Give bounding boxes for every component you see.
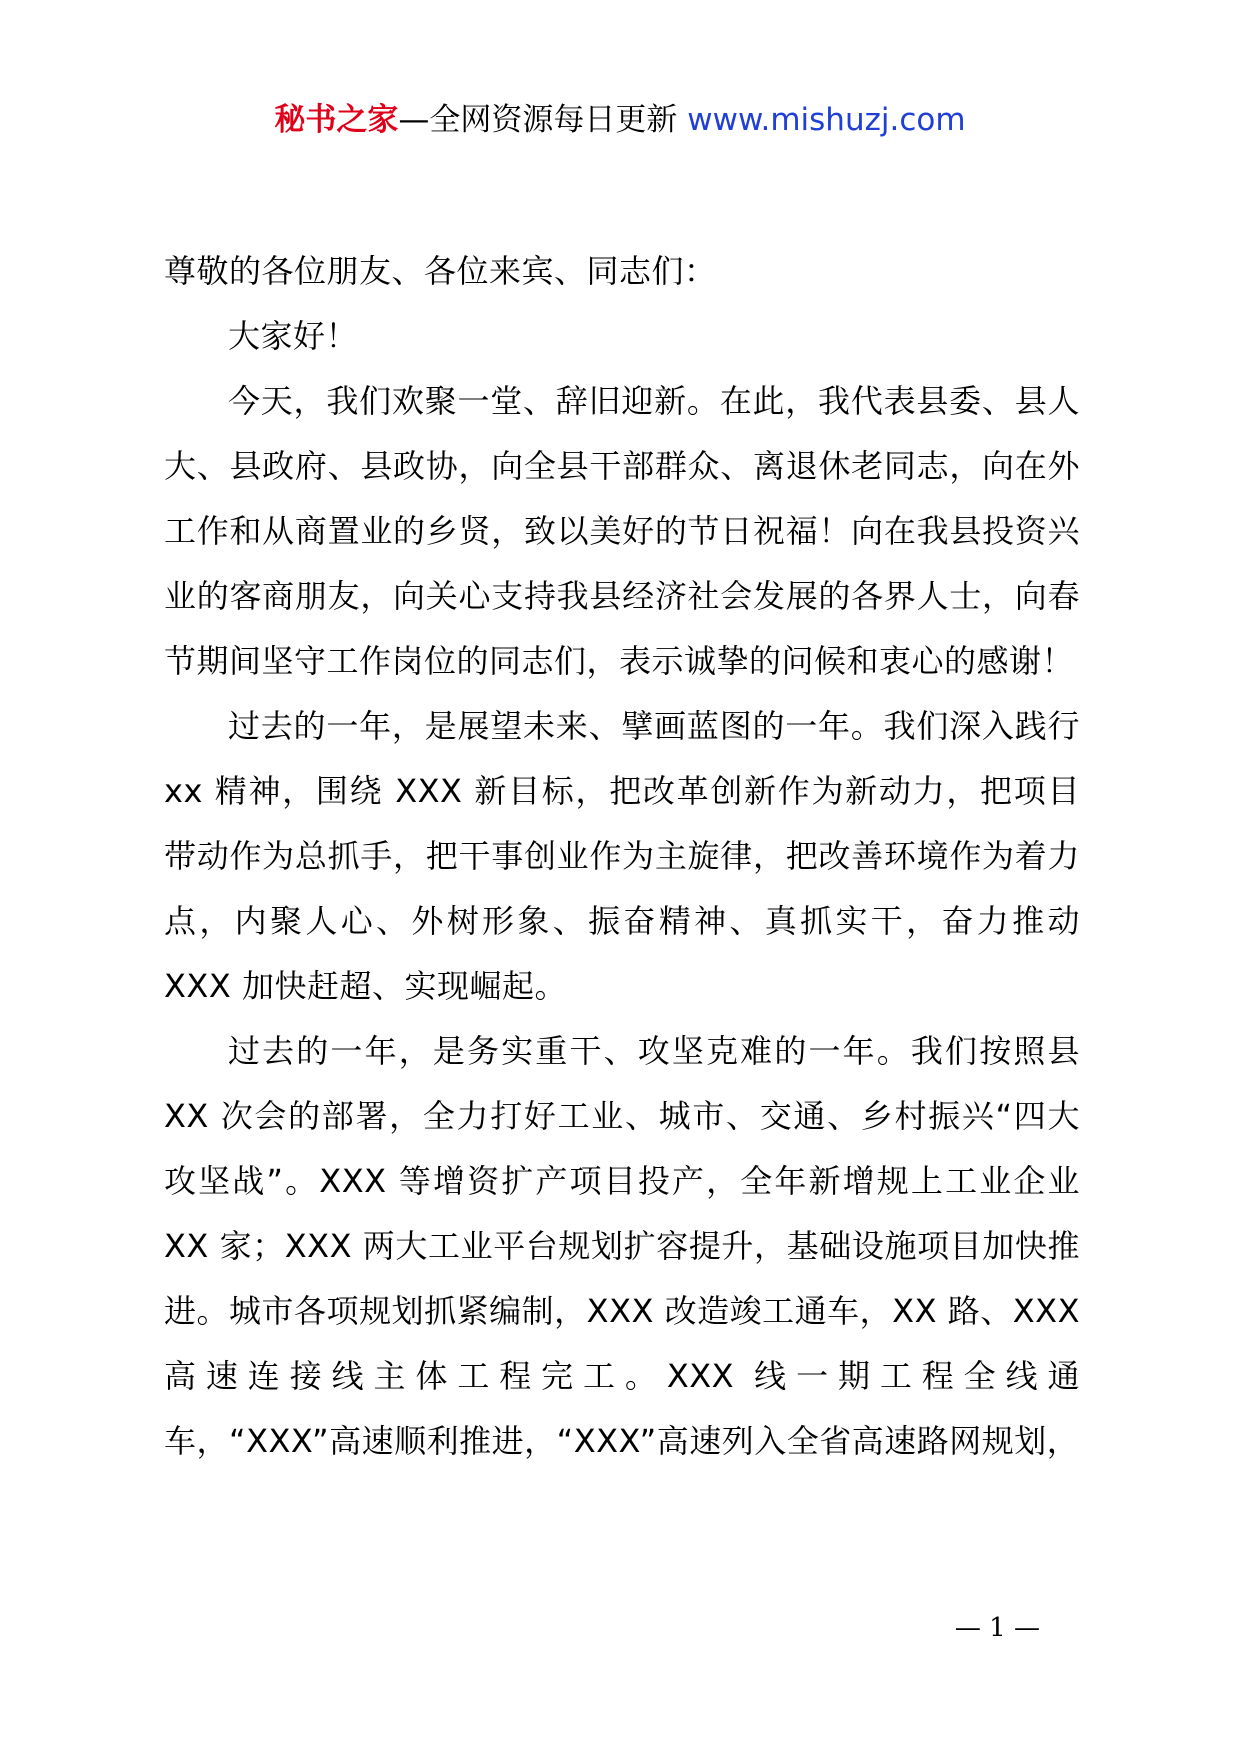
paragraph-new-year-wishes: 今天，我们欢聚一堂、辞旧迎新。在此，我代表县委、县人大、县政府、县政协，向全县干部群众、离退休老同志，向在外工作和从商置业的乡贤，致以美好的节日祝福！向在我县投资兴业的客商朋友，向关心支持我县经济社会发展的各界人士，向春节期间坚守工作岗位的同志们，表示诚挚的问候和衷心的感谢！ bbox=[164, 382, 1080, 680]
salutation: 尊敬的各位朋友、各位来宾、同志们： bbox=[164, 252, 717, 290]
page-header bbox=[0, 98, 1240, 142]
paragraph-past-year-work: 过去的一年，是务实重干、攻坚克难的一年。我们按照县 XX 次会的部署，全力打好工业、城市、交通、乡村振兴“四大攻坚战”。XXX 等增资扩产项目投产，全年新增规上工业企业 XX 家；XXX 两大工业平台规划扩容提升，基础设施项目加快推进。城市各项规划抓紧编制，XXX 改造竣工通车，XX 路、XXX 高速连接线主体工程完工。XXX 线一期工程全线通车，“XXX”高速顺利推进，“XXX”高速列入全省高速路网规划， bbox=[164, 1032, 1080, 1460]
paragraph-past-year-blueprint: 过去的一年，是展望未来、擘画蓝图的一年。我们深入践行 xx 精神，围绕 XXX 新目标，把改革创新作为新动力，把项目带动作为总抓手，把干事创业作为主旋律，把改善环境作为着力点，内聚人心、外树形象、振奋精神、真抓实干，奋力推动 XXX 加快赶超、实现崛起。 bbox=[164, 707, 1080, 1005]
document-body bbox=[164, 239, 1080, 1474]
page-number: — 1 — bbox=[954, 1613, 1040, 1643]
header-tagline: —全网资源每日更新 bbox=[398, 102, 678, 138]
site-url-link[interactable]: www.mishuzj.com bbox=[677, 102, 966, 138]
brand-name: 秘书之家 bbox=[274, 102, 399, 138]
paragraph-greeting: 大家好！ bbox=[228, 317, 359, 355]
